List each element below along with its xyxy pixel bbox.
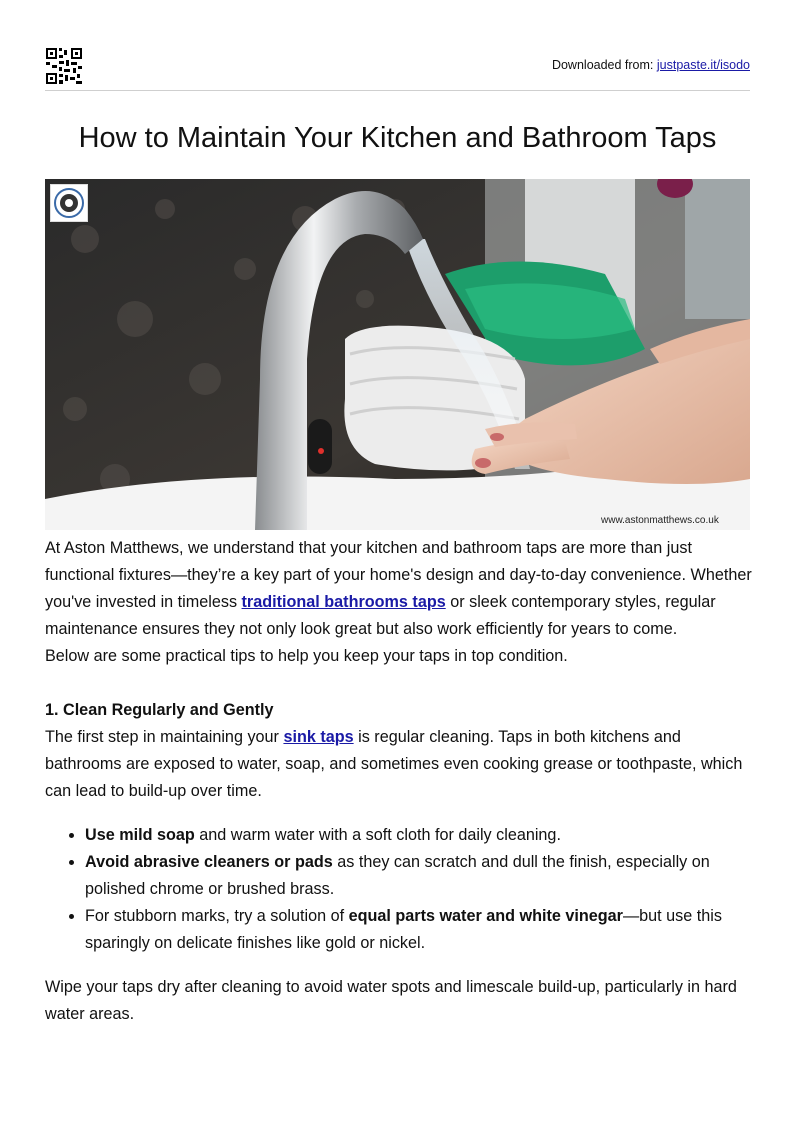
qr-code-icon (45, 47, 83, 85)
list-item (85, 849, 755, 903)
section-text-1: The first step in maintaining your (45, 728, 284, 746)
list-item (85, 903, 755, 957)
downloaded-from (552, 58, 750, 72)
page-header (45, 45, 750, 91)
intro-paragraph (45, 535, 755, 643)
intro-text-2: or sleek contemporary styles, regular maintenance ensures they not only look great but also work efficiently for years to come. (45, 593, 716, 638)
bullet-bold: equal parts water and white vinegar (348, 907, 623, 925)
closing-paragraph: Wipe your taps dry after cleaning to avoid water spots and limescale build-up, particularly in hard water areas. (45, 978, 737, 1023)
intro-text-1: At Aston Matthews, we understand that your kitchen and bathroom taps are more than just functional fixtures—they’re a key part of your home's design and day-to-day convenience. Whether you've invested in timeless (45, 539, 752, 611)
section-text-2: is regular cleaning. Taps in both kitchens and bathrooms are exposed to water, soap, and sometimes even cooking grease or toothpaste, which can lead to build-up over time. (45, 728, 743, 800)
bullet-text: For stubborn marks, try a solution of (85, 907, 349, 925)
bullet-text: and warm water with a soft cloth for daily cleaning. (194, 826, 561, 844)
bullet-text: —but use this sparingly on delicate finishes like gold or nickel. (85, 907, 722, 952)
traditional-taps-link[interactable]: traditional bathrooms taps (241, 593, 446, 611)
page-title: How to Maintain Your Kitchen and Bathroom Taps (78, 122, 717, 154)
bullet-text: as they can scratch and dull the finish, especially on polished chrome or brushed brass. (85, 853, 710, 898)
hero-image (45, 179, 750, 530)
hero-watermark: www.astonmatthews.co.uk (601, 515, 719, 526)
downloaded-label: Downloaded from: (551, 58, 654, 72)
tips-list (45, 822, 755, 957)
intro-paragraph-2: Below are some practical tips to help you keep your taps in top condition. (45, 647, 568, 665)
article-body (45, 535, 755, 1028)
source-link[interactable]: justpaste.it/isodo (656, 58, 750, 72)
list-item (85, 822, 755, 849)
bullet-bold: Use mild soap (85, 826, 195, 844)
bullet-bold: Avoid abrasive cleaners or pads (85, 853, 333, 871)
badge-logo-icon (50, 184, 88, 222)
section-heading: 1. Clean Regularly and Gently (45, 701, 274, 719)
section-paragraph (45, 724, 755, 805)
sink-taps-link[interactable]: sink taps (283, 728, 354, 746)
